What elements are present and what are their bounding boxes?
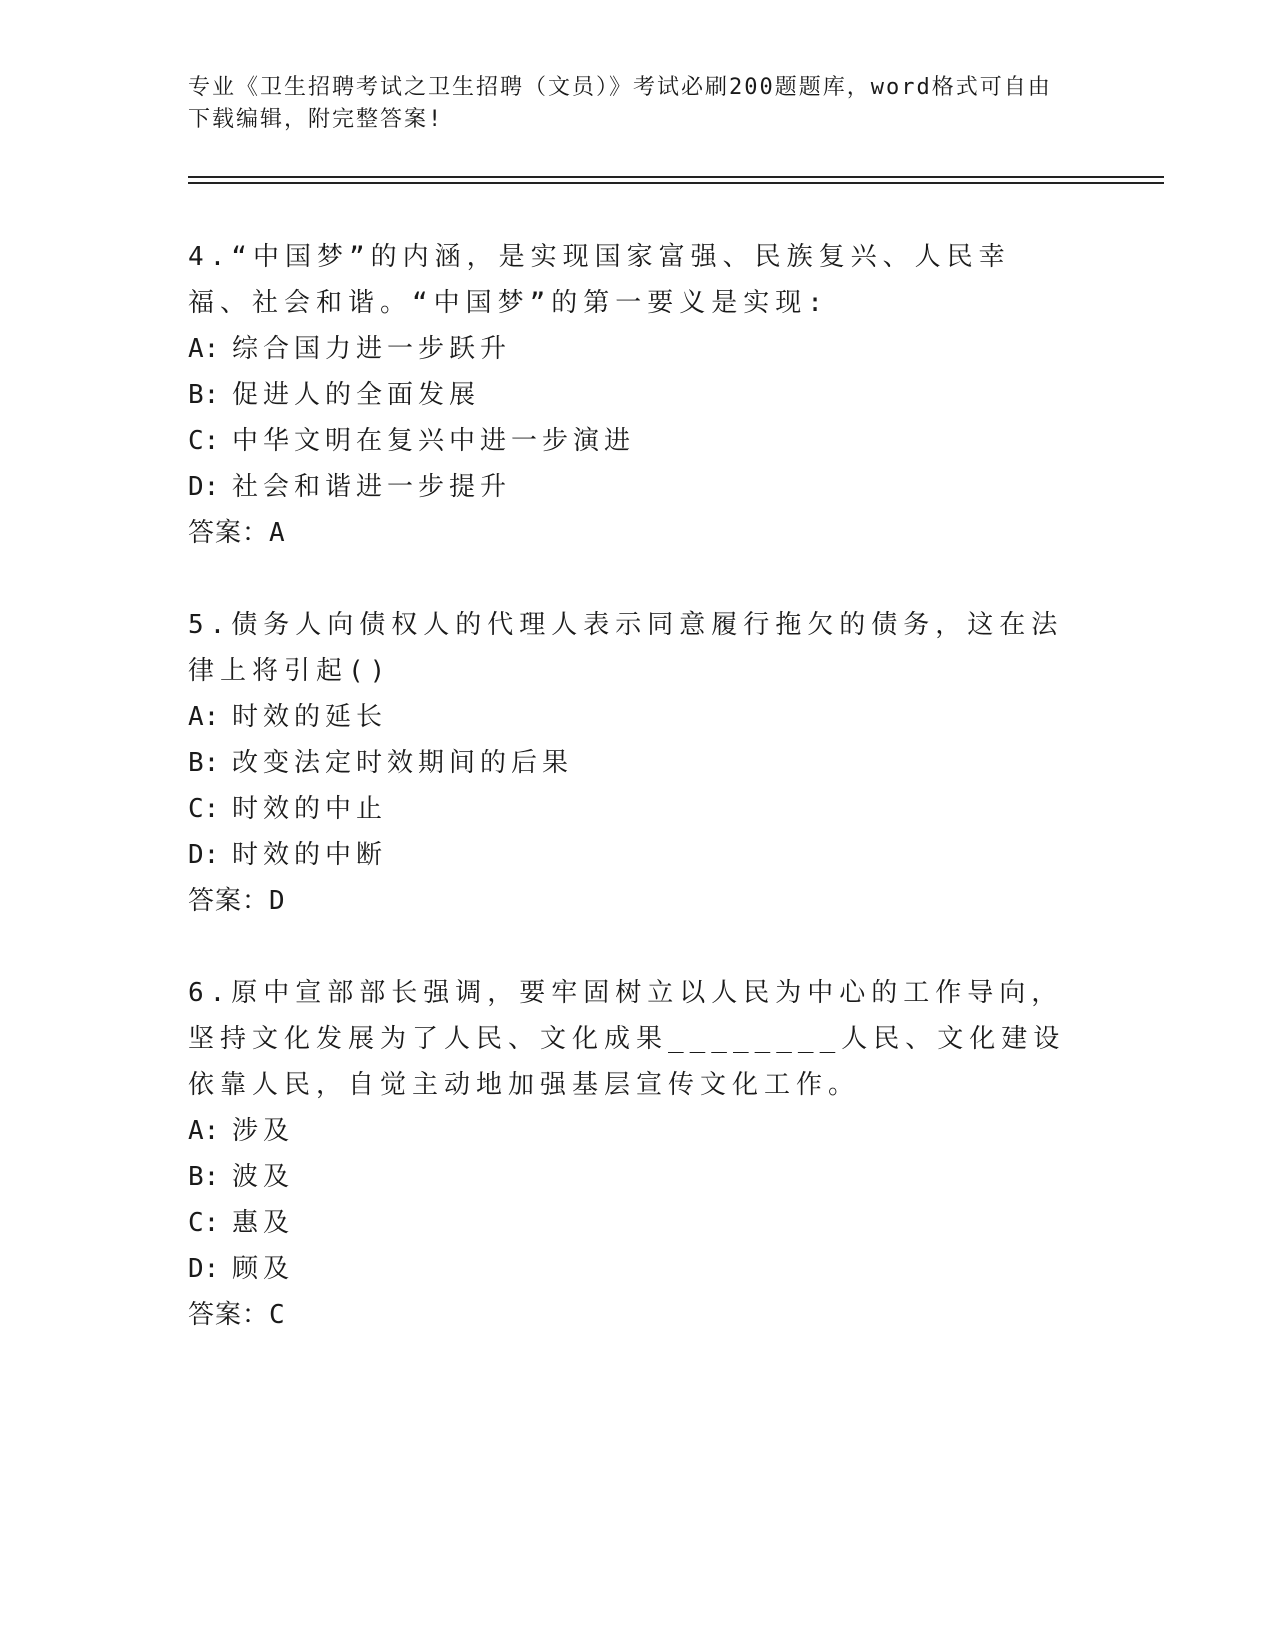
option-d bbox=[188, 1246, 1068, 1292]
option-key: D: bbox=[188, 472, 220, 502]
question-stem: 6.原中宣部部长强调，要牢固树立以人民为中心的工作导向，坚持文化发展为了人民、文化成果________人民、文化建设依靠人民，自觉主动地加强基层宣传文化工作。 bbox=[188, 978, 1066, 1100]
answer-value: A bbox=[269, 518, 286, 548]
question-6 bbox=[188, 970, 1068, 1338]
answer-line bbox=[188, 1292, 1068, 1338]
answer-value: D bbox=[269, 886, 286, 916]
header-divider-bottom bbox=[188, 182, 1164, 184]
option-c bbox=[188, 418, 1068, 464]
option-text: 时效的中断 bbox=[232, 840, 388, 870]
option-key: C: bbox=[188, 1208, 220, 1238]
option-b bbox=[188, 372, 1068, 418]
option-b bbox=[188, 1154, 1068, 1200]
answer-line bbox=[188, 510, 1068, 556]
option-d bbox=[188, 832, 1068, 878]
document-header: 专业《卫生招聘考试之卫生招聘（文员）》考试必刷200题题库，word格式可自由下载编辑，附完整答案! bbox=[188, 75, 1052, 132]
option-c bbox=[188, 1200, 1068, 1246]
option-key: A: bbox=[188, 702, 220, 732]
question-5 bbox=[188, 602, 1068, 924]
question-stem: 5.债务人向债权人的代理人表示同意履行拖欠的债务，这在法律上将引起() bbox=[188, 610, 1064, 686]
option-text: 顾及 bbox=[232, 1254, 295, 1284]
question-stem: 4.“中国梦”的内涵，是实现国家富强、民族复兴、人民幸福、社会和谐。“中国梦”的第一要义是实现: bbox=[188, 242, 1011, 318]
option-d bbox=[188, 464, 1068, 510]
header-divider-top bbox=[188, 176, 1164, 178]
option-key: A: bbox=[188, 1116, 220, 1146]
option-key: D: bbox=[188, 1254, 220, 1284]
option-b bbox=[188, 740, 1068, 786]
option-key: B: bbox=[188, 1162, 220, 1192]
answer-line bbox=[188, 878, 1068, 924]
option-key: C: bbox=[188, 426, 220, 456]
option-key: D: bbox=[188, 840, 220, 870]
option-text: 惠及 bbox=[232, 1208, 295, 1238]
option-text: 综合国力进一步跃升 bbox=[232, 334, 512, 364]
option-text: 社会和谐进一步提升 bbox=[232, 472, 512, 502]
option-text: 波及 bbox=[232, 1162, 295, 1192]
option-text: 中华文明在复兴中进一步演进 bbox=[232, 426, 636, 456]
option-key: B: bbox=[188, 380, 220, 410]
option-text: 时效的中止 bbox=[232, 794, 388, 824]
option-text: 时效的延长 bbox=[232, 702, 388, 732]
option-text: 促进人的全面发展 bbox=[232, 380, 481, 410]
option-a bbox=[188, 694, 1068, 740]
answer-label: 答案： bbox=[188, 886, 270, 916]
option-a bbox=[188, 326, 1068, 372]
option-c bbox=[188, 786, 1068, 832]
answer-value: C bbox=[269, 1300, 286, 1330]
option-key: B: bbox=[188, 748, 220, 778]
answer-label: 答案： bbox=[188, 1300, 270, 1330]
option-key: A: bbox=[188, 334, 220, 364]
option-text: 改变法定时效期间的后果 bbox=[232, 748, 574, 778]
option-key: C: bbox=[188, 794, 220, 824]
question-4 bbox=[188, 234, 1068, 556]
option-text: 涉及 bbox=[232, 1116, 295, 1146]
option-a bbox=[188, 1108, 1068, 1154]
answer-label: 答案： bbox=[188, 518, 270, 548]
